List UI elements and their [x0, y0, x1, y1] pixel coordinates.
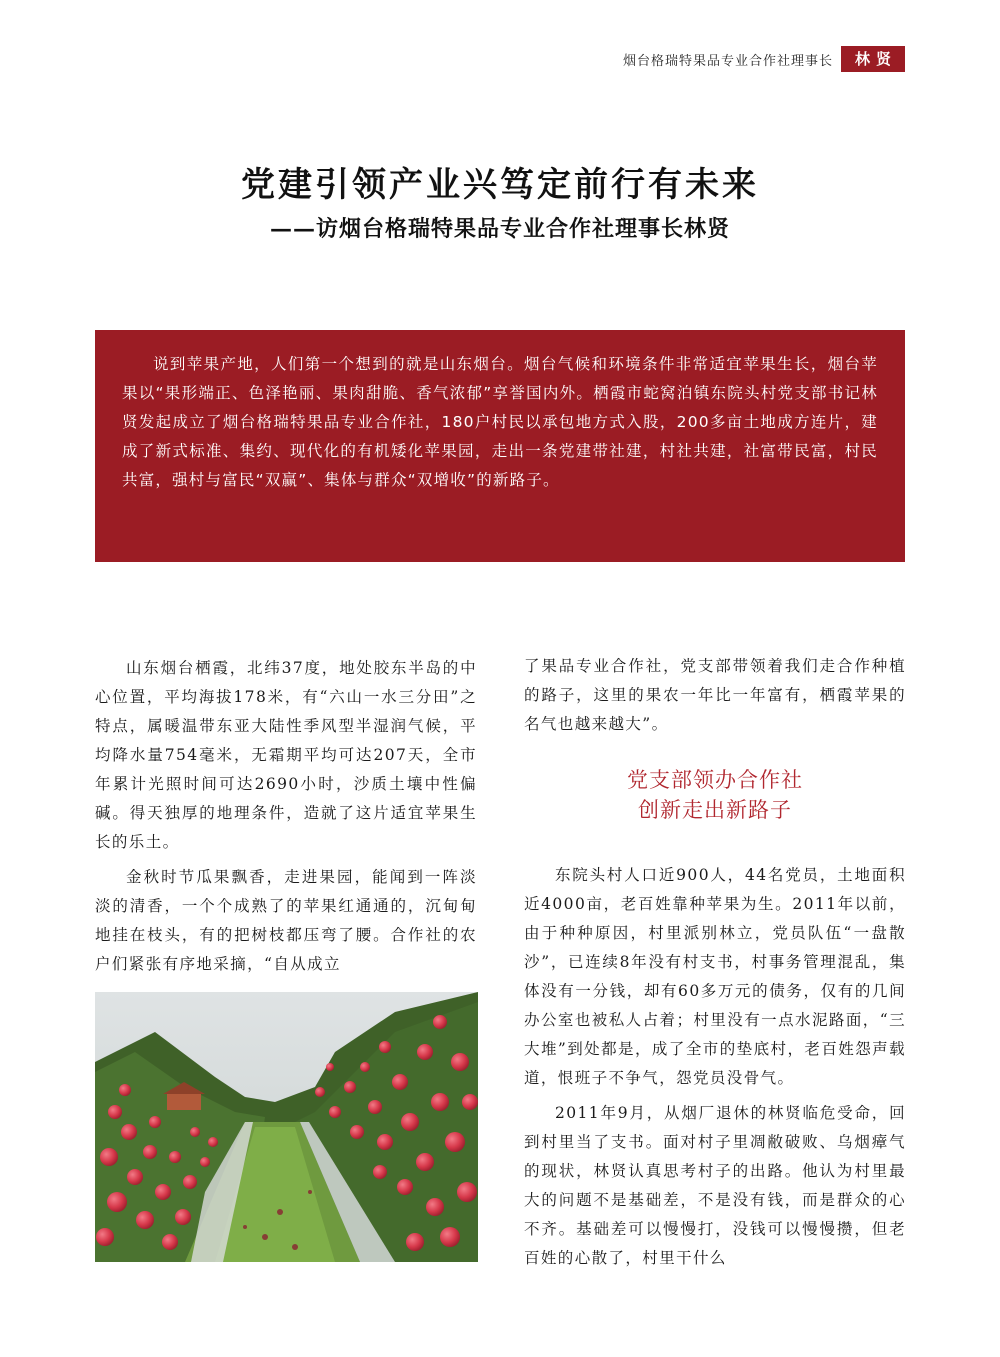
section-heading-line-1: 党支部领办合作社	[627, 768, 803, 792]
article-title: 党建引领产业兴笃定前行有未来	[241, 165, 759, 205]
left-paragraph-2: 金秋时节瓜果飘香，走进果园，能闻到一阵淡淡的清香，一个个成熟了的苹果红通通的，沉甸甸地挂在枝头，有的把树枝都压弯了腰。合作社的农户们紧张有序地采摘，“自从成立	[95, 868, 477, 973]
left-column	[95, 654, 477, 985]
right-column	[524, 652, 906, 1279]
running-title: 烟台格瑞特果品专业合作社理事长	[622, 53, 833, 69]
summary-box	[95, 330, 905, 562]
right-paragraph-2: 东院头村人口近900人，44名党员，土地面积近4000亩，老百姓靠种苹果为生。2011年以前，由于种种原因，村里派别林立，党员队伍“一盘散沙”，已连续8年没有村支书，村事务管理混乱，集体没有一分钱，却有60多万元的债务，仅有的几间办公室也被私人占着；村里没有一点水泥路面，“三大堆”到处都是，成了全市的垫底村，老百姓怨声载道，恨班子不争气，怨党员没骨气。	[524, 866, 906, 1087]
section-heading	[524, 765, 906, 825]
article-subtitle: ——访烟台格瑞特果品专业合作社理事长林贤	[269, 216, 730, 242]
apple-orchard-photo	[95, 992, 478, 1262]
right-paragraph-3: 2011年9月，从烟厂退休的林贤临危受命，回到村里当了支书。面对村子里凋敝破败、乌烟瘴气的现状，林贤认真思考村子的出路。他认为村里最大的问题不是基础差，不是没有钱，而是群众的心不齐。基础差可以慢慢打，没钱可以慢慢攒，但老百姓的心散了，村里干什么	[524, 1104, 906, 1267]
left-paragraph-1: 山东烟台栖霞，北纬37度，地处胶东半岛的中心位置，平均海拔178米，有“六山一水三分田”之特点，属暖温带东亚大陆性季风型半湿润气候，平均降水量754毫米，无霜期平均可达207天，全市年累计光照时间可达2690小时，沙质土壤中性偏碱。得天独厚的地理条件，造就了这片适宜苹果生长的乐土。	[95, 659, 477, 851]
section-heading-line-2: 创新走出新路子	[638, 798, 792, 822]
author-badge: 林贤	[841, 46, 905, 72]
running-header	[623, 46, 905, 72]
right-paragraph-1: 了果品专业合作社，党支部带领着我们走合作种植的路子，这里的果农一年比一年富有，栖霞苹果的名气也越来越大”。	[524, 657, 906, 733]
summary-text: 说到苹果产地，人们第一个想到的就是山东烟台。烟台气候和环境条件非常适宜苹果生长，烟台苹果以“果形端正、色泽艳丽、果肉甜脆、香气浓郁”享誉国内外。栖霞市蛇窝泊镇东院头村党支部书记林贤发起成立了烟台格瑞特果品专业合作社，180户村民以承包地方式入股，200多亩土地成方连片，建成了新式标准、集约、现代化的有机矮化苹果园，走出一条党建带社建，村社共建，社富带民富，村民共富，强村与富民“双赢”、集体与群众“双增收”的新路子。	[122, 355, 878, 489]
